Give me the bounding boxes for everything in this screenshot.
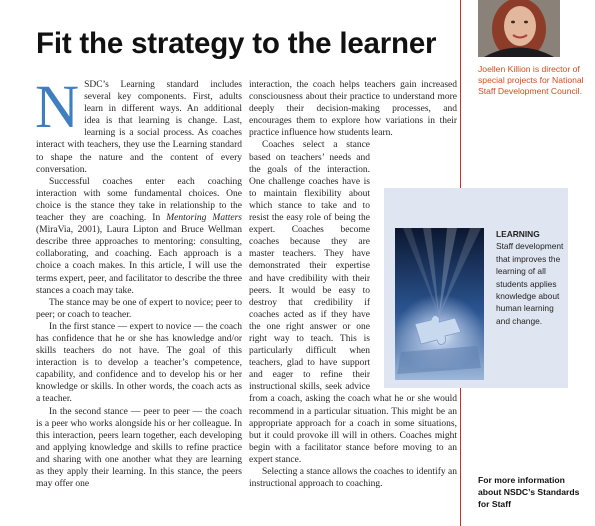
article-column-2 (249, 79, 457, 490)
article-column-1 (35, 74, 242, 490)
sidebar-wrap-space (374, 139, 457, 391)
paragraph: Successful coaches enter each coaching interaction with some fundamental choices. One choice is the stance they take in relationship to the teacher they are coaching. In Mentoring Matters (MiraVia, 2001), Laura Lipton and Bruce Wellman describe three approaches to mentoring: consulting, collaborating, and coaching. Each approach is a choice a coach makes. In this article, I will use the terms expert, peer, and facilitator to describe the three stances a coach may take. (36, 176, 242, 296)
learning-text: Staff development that improves the learning of all students applies knowledge about human learning and change. (496, 241, 564, 326)
paragraph: In the first stance — expert to novice — the coach has confidence that he or she has knowledge and/or skills teachers do not have. The goal of this interaction is to develop a teacher’s competence, capability, and confidence and to develop his or her knowledge or skills. In other words, the coach acts as a teacher. (36, 321, 242, 405)
learning-standard-note (496, 228, 568, 327)
author-photo (478, 0, 560, 57)
paragraph: Selecting a stance allows the coaches to identify an instructional approach to coaching. (249, 467, 457, 490)
paragraph: In the second stance — peer to peer — the coach is a peer who works alongside his or her colleague. In this interaction, peers learn together, each developing and applying knowledge and skills to refine practice and sharing with one another what they are learning as they apply their learning. In this stance, the peers may offer one (36, 406, 242, 490)
learning-heading: LEARNING (496, 229, 540, 239)
article-title: Fit the strategy to the learner (36, 27, 437, 60)
paragraph: The stance may be one of expert to novice; peer to peer; or coach to teacher. (36, 297, 242, 320)
author-bio: Joellen Killion is director of special projects for National Staff Development Council. (478, 64, 584, 96)
drop-cap: N (35, 74, 80, 141)
paragraph: Coaches select a stance based on teachers’ needs and the goals of the interaction. One challenge coaches have is to maintain flexibility about which stance to take and to resist the easy role of being the expert. Coaches become coaches because they are master teachers. They have demonstrated their expertise and have credibility with their peers. It would be easy to destroy that credibility if coaches acted as if they have the one right answer or one right way to teach. This is particularly difficult when teachers, glad to have support and eager to refine their instructional skills, seek advice from a coach, asking the coach what he or she would recommend in a particular situation. This might be an appropriate approach for a coach in some situations, but it could provoke ill will in others. Coaches might begin with a facilitator stance before moving to an expert stance. (249, 140, 457, 465)
paragraph: interaction, the coach helps teachers gain increased consciousness about their practice to understand more deeply their decision-making processes, and encourages them to explore how variations in their practice influence how students learn. (249, 80, 457, 139)
paragraph: NSDC’s Learning standard includes several key components. First, adults learn in different ways. An additional idea is that learning is change. Last, learning is a social process. As coaches interact with teachers, they use the Learning standard to shape the nature and the content of every conversation. (35, 74, 242, 175)
book-title: Mentoring Matters (166, 213, 242, 224)
more-info-label: For more information about NSDC’s Standards for Staff (478, 475, 580, 509)
